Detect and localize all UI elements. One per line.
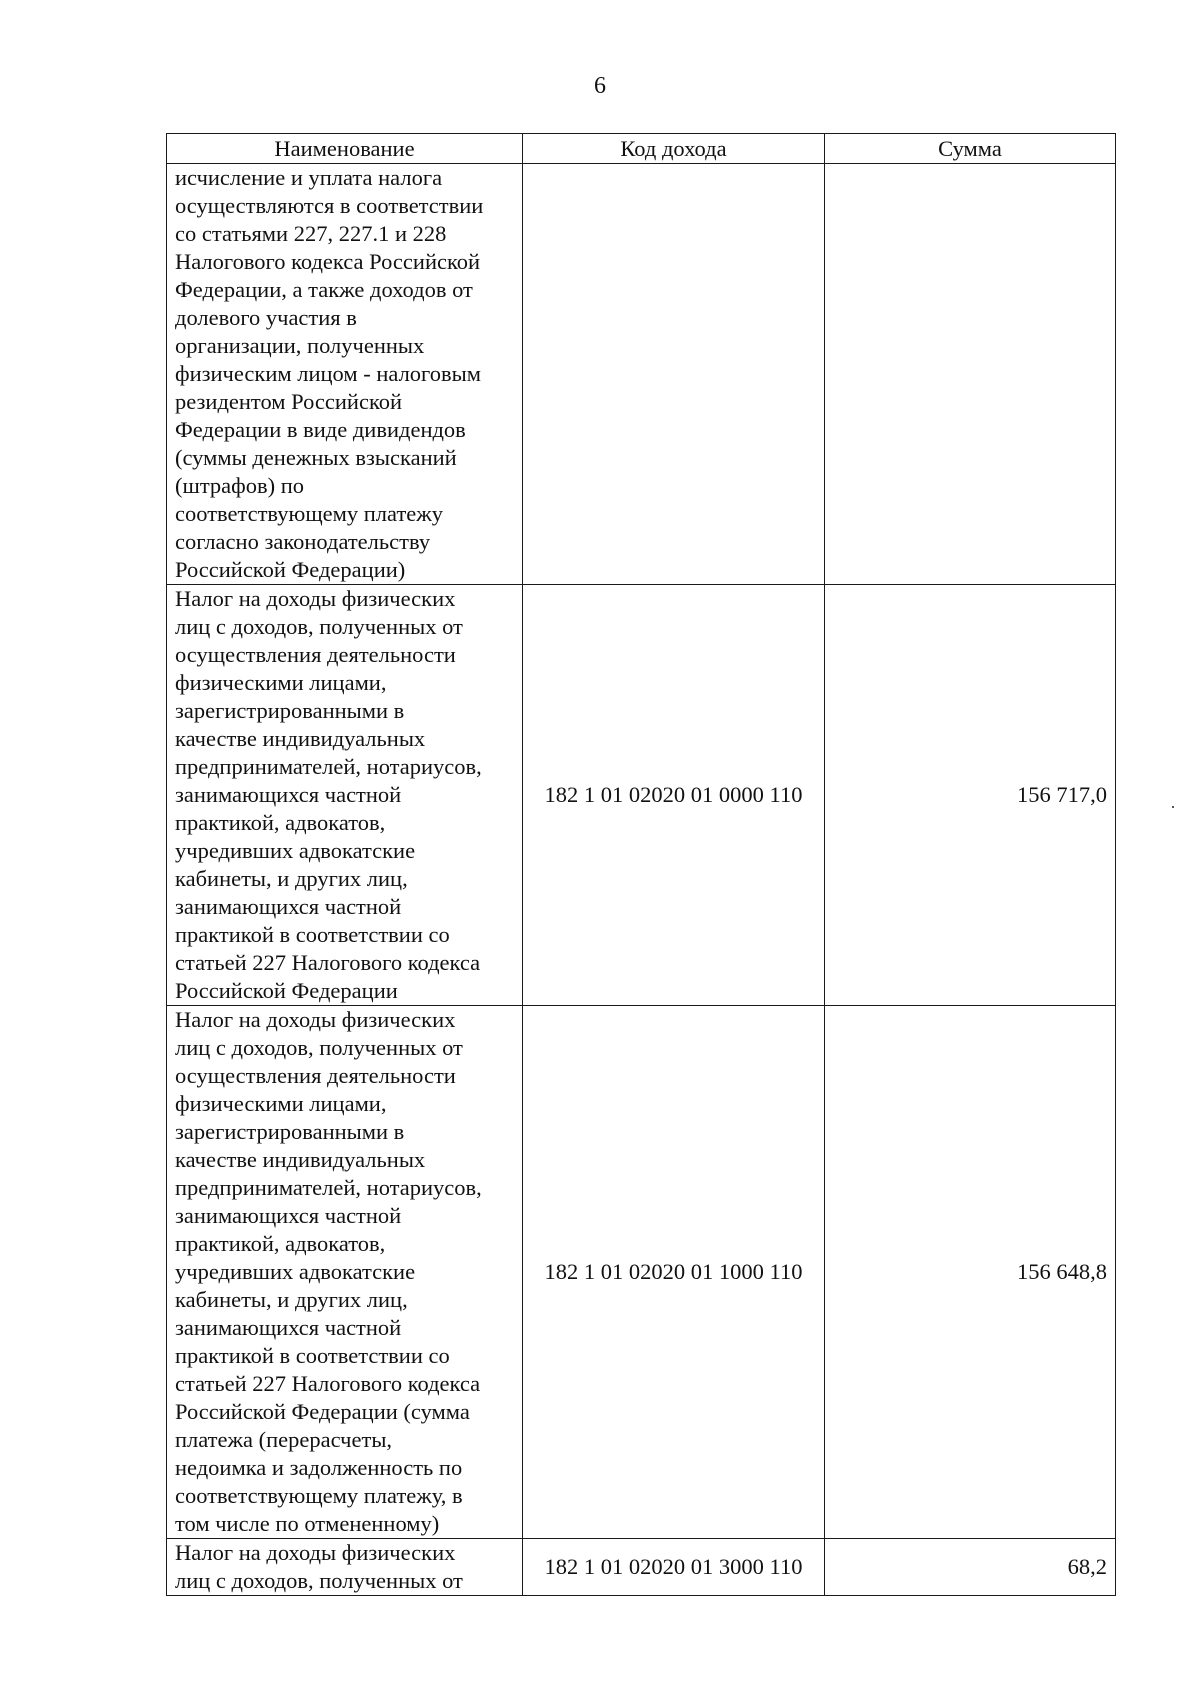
row-sum-cell: 156 648,8: [825, 1006, 1116, 1539]
row-code-cell: 182 1 01 02020 01 3000 110: [523, 1539, 825, 1596]
page-number: 6: [594, 73, 606, 99]
table-body: [167, 164, 1116, 1596]
row-code-cell: 182 1 01 02020 01 1000 110: [523, 1006, 825, 1539]
table-row: [167, 585, 1116, 1006]
row-name-cell: исчисление и уплата налога осуществляются в соответствии со статьями 227, 227.1 и 228 Налогового кодекса Российской Федерации, а также доходов от долевого участия в организации, полученных физическим лицом - налоговым резидентом Российской Федерации в виде дивидендов (суммы денежных взысканий (штрафов) по соответствующему платежу согласно законодательству Российской Федерации): [167, 164, 523, 585]
table-header: [167, 134, 1116, 164]
row-name-cell: Налог на доходы физических лиц с доходов, полученных от: [167, 1539, 523, 1596]
table-row: [167, 164, 1116, 585]
row-code-cell: 182 1 01 02020 01 0000 110: [523, 585, 825, 1006]
row-name-cell: Налог на доходы физических лиц с доходов, полученных от осуществления деятельности физическими лицами, зарегистрированными в качестве индивидуальных предпринимателей, нотариусов, занимающихся частной практикой, адвокатов, учредивших адвокатские кабинеты, и других лиц, занимающихся частной практикой в соответствии со статьей 227 Налогового кодекса Российской Федерации (сумма платежа (перерасчеты, недоимка и задолженность по соответствующему платежу, в том числе по отмененному): [167, 1006, 523, 1539]
column-header-name: Наименование: [167, 134, 523, 164]
row-name-cell: Налог на доходы физических лиц с доходов, полученных от осуществления деятельности физическими лицами, зарегистрированными в качестве индивидуальных предпринимателей, нотариусов, занимающихся частной практикой, адвокатов, учредивших адвокатские кабинеты, и других лиц, занимающихся частной практикой в соответствии со статьей 227 Налогового кодекса Российской Федерации: [167, 585, 523, 1006]
scan-artifact: [1172, 806, 1174, 808]
revenue-table: [166, 133, 1116, 1596]
row-sum-cell: [825, 164, 1116, 585]
row-code-cell: [523, 164, 825, 585]
table-row: [167, 1006, 1116, 1539]
row-sum-cell: 156 717,0: [825, 585, 1116, 1006]
row-sum-cell: 68,2: [825, 1539, 1116, 1596]
column-header-code: Код дохода: [523, 134, 825, 164]
column-header-sum: Сумма: [825, 134, 1116, 164]
table-row: [167, 1539, 1116, 1596]
table-header-row: [167, 134, 1116, 164]
